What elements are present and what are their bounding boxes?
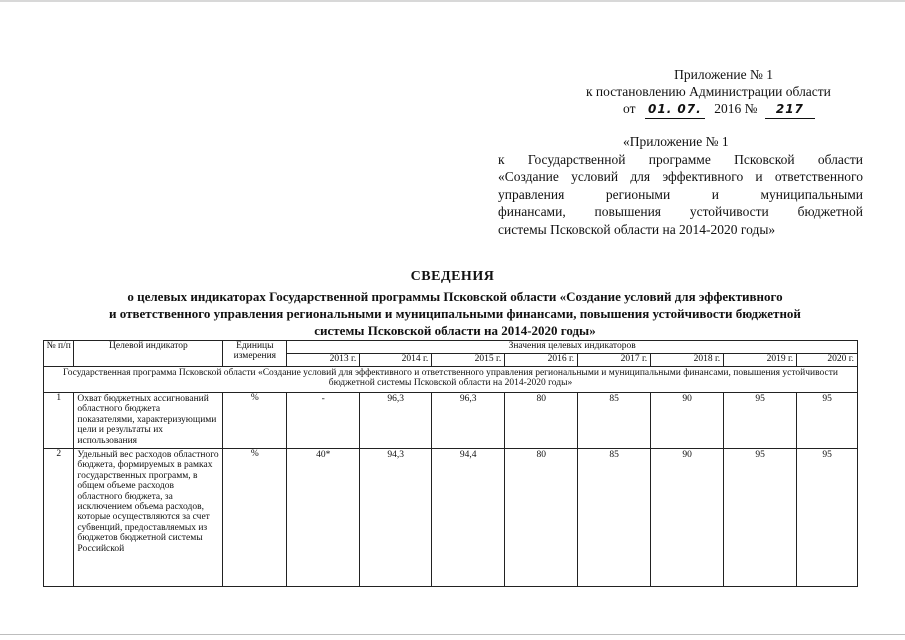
row-value: 96,3 xyxy=(432,393,505,449)
year-text: 2016 № xyxy=(714,101,758,116)
row-value: 95 xyxy=(724,449,797,587)
row-value: 80 xyxy=(505,449,578,587)
document-subtitle xyxy=(40,288,870,339)
header-year: 2013 г. xyxy=(287,354,360,367)
scan-edge-bottom xyxy=(0,634,905,635)
row-value: 80 xyxy=(505,393,578,449)
header-units: Единицы измерения xyxy=(223,341,287,367)
header-year: 2015 г. xyxy=(432,354,505,367)
header-year: 2014 г. xyxy=(360,354,432,367)
subtitle-line: о целевых индикаторах Государственной программы Псковской области «Создание условий для эффективного xyxy=(127,289,783,304)
row-unit: % xyxy=(223,393,287,449)
handwritten-date: 01. 07. xyxy=(645,101,705,119)
row-value: 40* xyxy=(287,449,360,587)
document-title: СВЕДЕНИЯ xyxy=(410,269,495,284)
appendix-date-line xyxy=(623,100,815,119)
row-value: 95 xyxy=(797,393,858,449)
scan-edge-top xyxy=(0,0,905,2)
subtitle-line: системы Псковской области на 2014-2020 годы» xyxy=(314,323,596,338)
table-row xyxy=(44,449,858,587)
row-value: 94,3 xyxy=(360,449,432,587)
table-row xyxy=(44,393,858,449)
inner-appendix-body xyxy=(498,151,863,238)
row-value: 95 xyxy=(797,449,858,587)
header-year: 2017 г. xyxy=(578,354,651,367)
row-value: 85 xyxy=(578,449,651,587)
header-year: 2019 г. xyxy=(724,354,797,367)
handwritten-number: 217 xyxy=(765,101,815,119)
row-indicator: Охват бюджетных ассигнований областного бюджета показателями, характеризующими цели и результаты их использования xyxy=(74,393,223,449)
subtitle-line: и ответственного управления региональными и муниципальными финансами, повышения устойчивости бюджетной xyxy=(109,306,801,321)
header-year: 2018 г. xyxy=(651,354,724,367)
row-value: 85 xyxy=(578,393,651,449)
row-value: 95 xyxy=(724,393,797,449)
header-values-group: Значения целевых индикаторов xyxy=(287,341,858,354)
row-num: 2 xyxy=(44,449,74,587)
row-value: - xyxy=(287,393,360,449)
header-year: 2020 г. xyxy=(797,354,858,367)
row-value: 90 xyxy=(651,393,724,449)
header-year: 2016 г. xyxy=(505,354,578,367)
appendix-decree-line: к постановлению Администрации области xyxy=(586,84,831,99)
inner-appendix-title: «Приложение № 1 xyxy=(623,134,729,149)
row-num: 1 xyxy=(44,393,74,449)
row-value: 90 xyxy=(651,449,724,587)
inner-appendix-line: управления региоными и муниципальными xyxy=(498,186,863,202)
date-prefix: от xyxy=(623,101,636,116)
inner-appendix-line: к Государственной программе Псковской области xyxy=(498,152,863,167)
row-value: 94,4 xyxy=(432,449,505,587)
header-num: № п/п xyxy=(44,341,74,367)
inner-appendix-line: «Создание условий для эффективного и ответственного xyxy=(498,169,863,185)
row-value: 96,3 xyxy=(360,393,432,449)
row-unit: % xyxy=(223,449,287,587)
program-row: Государственная программа Псковской области «Создание условий для эффективного и ответственного управления региональными и муниципальными финансами, повышения устойчивости бюджетной системы Псковской области на 2014-2020 годы» xyxy=(44,367,858,393)
indicators-table xyxy=(43,340,858,587)
inner-appendix-line: системы Псковской области на 2014-2020 годы» xyxy=(498,221,776,237)
row-indicator: Удельный вес расходов областного бюджета, формируемых в рамках государственных программ, в общем объеме расходов областного бюджета, за исключением объема расходов, которые осуществляются за счет субвенций, предоставляемых из бюджетов бюджетной системы Российской xyxy=(74,449,223,587)
appendix-title: Приложение № 1 xyxy=(674,67,773,82)
inner-appendix-line: финансами, повышения устойчивости бюджетной xyxy=(498,204,863,220)
header-indicator: Целевой индикатор xyxy=(74,341,223,367)
